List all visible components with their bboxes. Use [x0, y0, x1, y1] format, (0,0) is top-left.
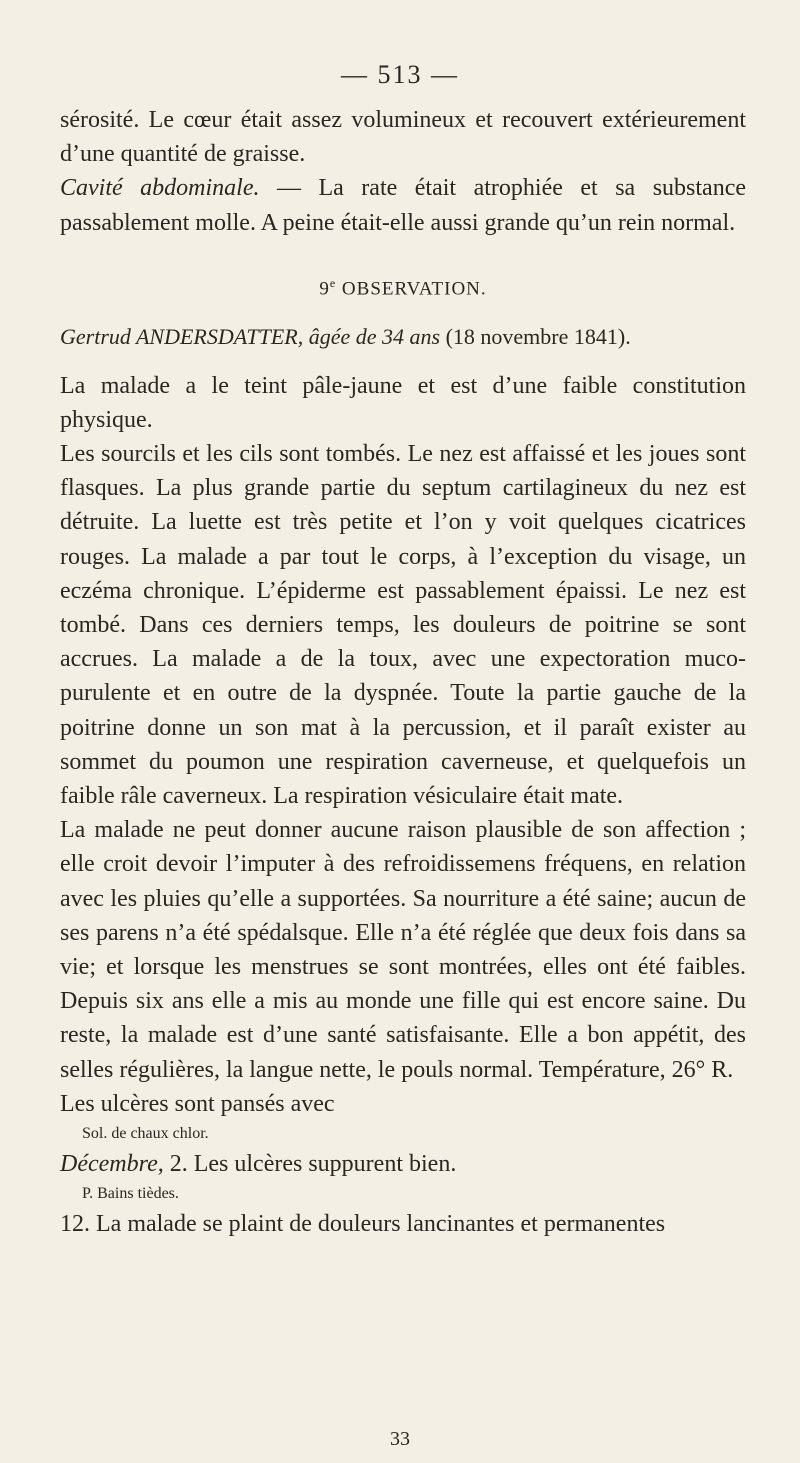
subject-date: (18 novembre 1841). — [440, 324, 631, 350]
signature-mark: 33 — [390, 1428, 410, 1450]
prescription-baths: P. Bains tièdes. — [82, 1185, 179, 1203]
observation-number-suffix: e — [329, 275, 337, 290]
observation-title — [60, 266, 746, 307]
paragraph-history: La malade ne peut donner aucune raison plausible de son affection ; elle croit devoir l’imputer à des refroidissemens fréquens, en relation avec les pluies qu’elle a supportées. Sa nourriture a été saine; aucun de ses parens n’a été spédalsque. Elle n’a été réglée que deux fois dans sa vie; et lorsque les menstrues se sont montrées, elles ont été faibles. Depuis six ans elle a mis au monde une fille qui est encore saine. Du reste, la malade est d’une santé satisfaisante. Elle a bon appétit, des selles régulières, la langue nette, le pouls normal. Température, 26° R. — [60, 817, 746, 1083]
observation-number: 9 — [319, 278, 330, 300]
paragraph-twelve: 12. La malade se plaint de douleurs lancinantes et permanentes — [60, 1211, 666, 1238]
paragraph-december-text: 2. Les ulcères suppurent bien. — [163, 1151, 457, 1178]
paragraph-december — [60, 1147, 746, 1181]
observation-label: OBSERVATION. — [336, 278, 487, 300]
subject-name: Gertrud ANDERSDATTER — [60, 324, 298, 350]
paragraph-symptoms: Les sourcils et les cils sont tombés. Le nez est affaissé et les joues sont flasques. La plus grande partie du septum cartilagineux du nez est détruite. La luette est très petite et l’on y voit quelques cicatrices rouges. La malade a par tout le corps, à l’exception du visage, un eczéma chronique. L’épiderme est passablement épaissi. Le nez est tombé. Dans ces derniers temps, les douleurs de poitrine se sont accrues. La malade a de la toux, avec une expectoration muco-purulente et en outre de la dyspnée. Toute la partie gauche de la poitrine donne un son mat à la percussion, et il paraît exister au sommet du poumon une respiration caverneuse, et quelquefois un faible râle caverneux. La respiration vésiculaire était mate. — [60, 440, 746, 809]
subject-age: , âgée de 34 ans — [297, 324, 441, 350]
page-number: — 513 — — [341, 60, 459, 89]
paragraph-ulcers: Les ulcères sont pansés avec — [60, 1090, 335, 1117]
paragraph-teint: La malade a le teint pâle-jaune et est d’une faible constitution physique. — [60, 372, 746, 433]
prescription-chlor: Sol. de chaux chlor. — [82, 1125, 209, 1143]
paragraph-abdominal — [60, 171, 746, 239]
section-heading-abdominal: Cavité abdominale. — [60, 175, 260, 202]
body-text — [60, 103, 746, 1241]
paragraph-abdominal-text: — La rate était atrophiée et sa substance passablement molle. A peine était-elle aussi grande qu’un rein normal. — [60, 175, 747, 236]
paragraph-serosite: sérosité. Le cœur était assez volumineux et recouvert extérieurement d’une quantité de graisse. — [60, 107, 746, 168]
subject-line — [60, 320, 746, 354]
date-december: Décembre, — [60, 1151, 164, 1178]
